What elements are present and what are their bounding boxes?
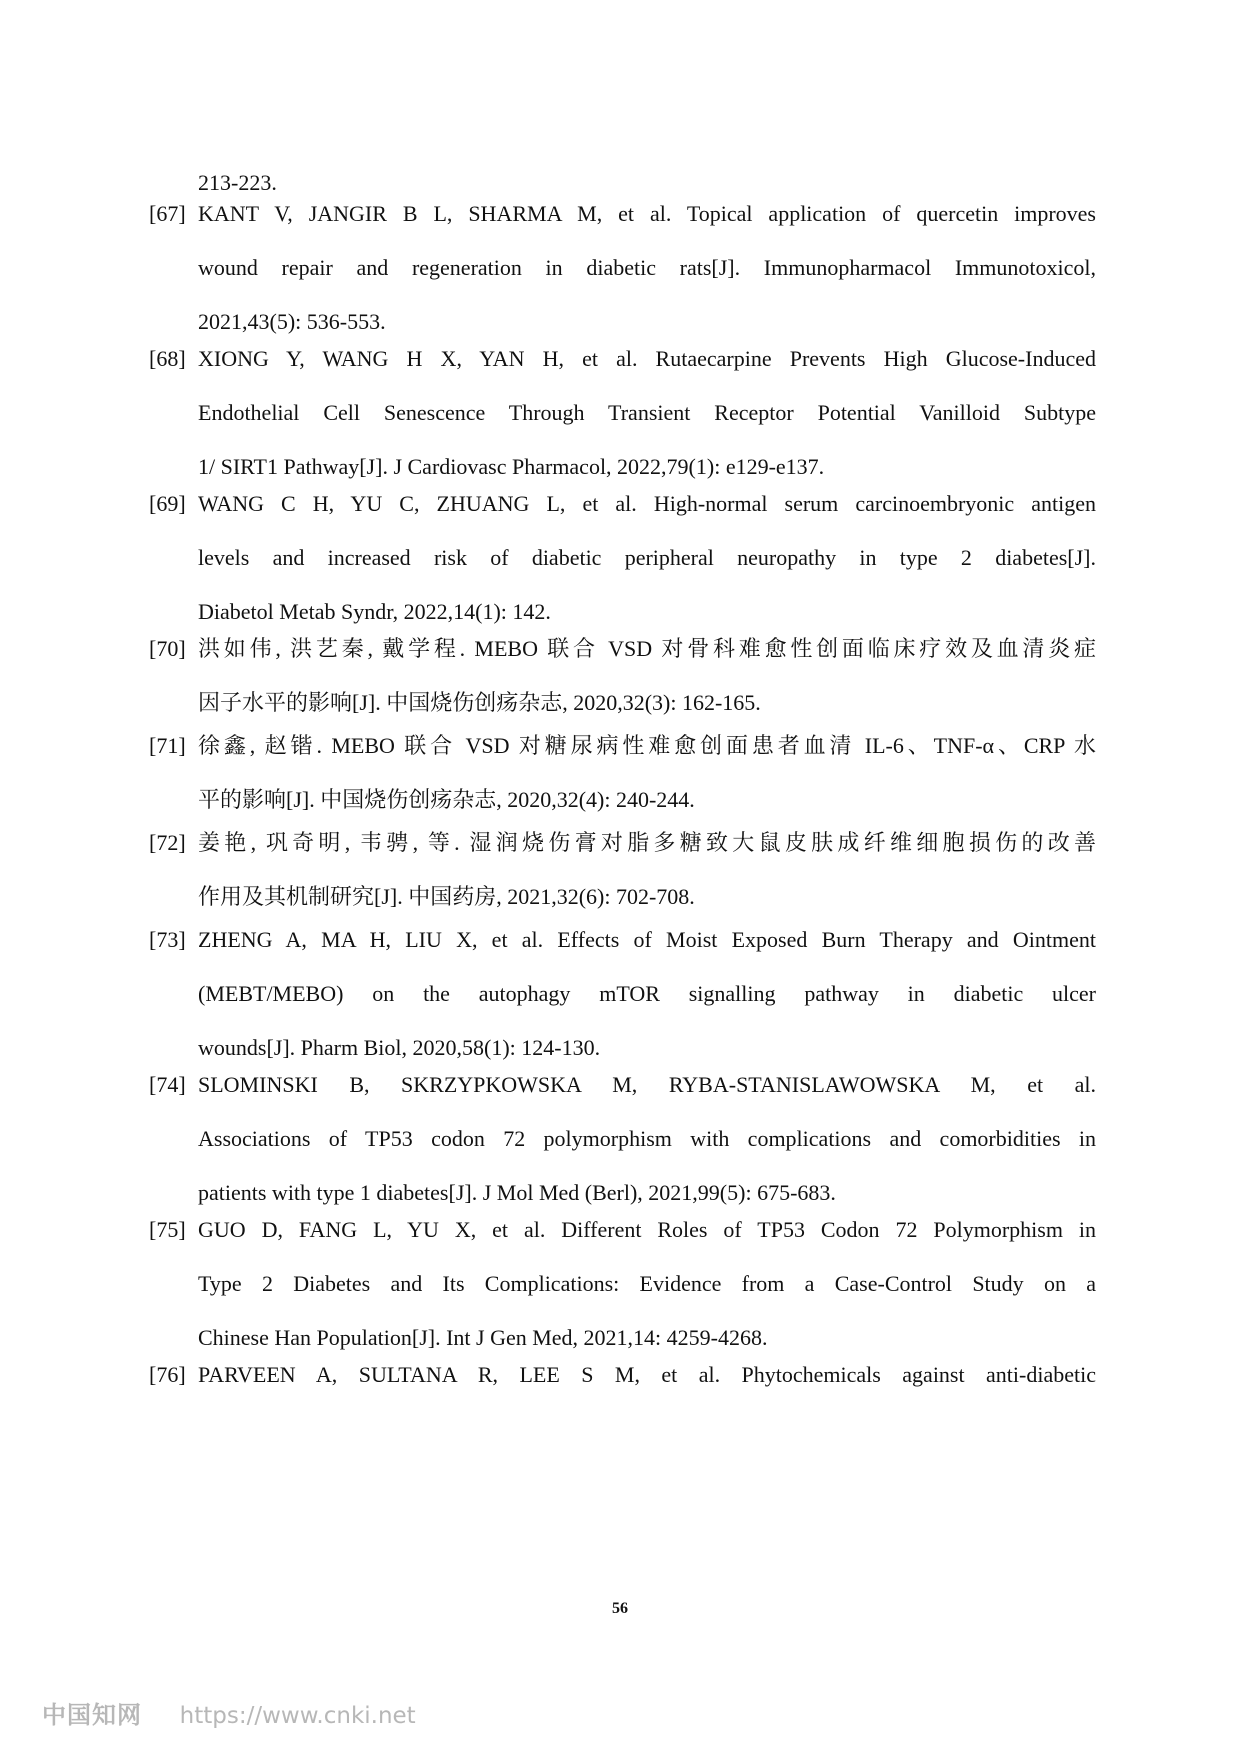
cnki-watermark — [42, 1695, 416, 1730]
reference-number: [73] — [149, 927, 186, 952]
cnki-url-link[interactable]: https://www.cnki.net — [179, 1703, 416, 1729]
reference-line: Chinese Han Population[J]. Int J Gen Med, 2021,14: 4259-4268. — [198, 1325, 768, 1350]
reference-text — [198, 489, 1096, 651]
reference-line: Associations of TP53 codon 72 polymorphism with complications and comorbidities in — [198, 1126, 1096, 1151]
reference-line: XIONG Y, WANG H X, YAN H, et al. Rutaecarpine Prevents High Glucose-Induced — [198, 346, 1096, 371]
reference-line: 作用及其机制研究[J]. 中国药房, 2021,32(6): 702-708. — [198, 884, 695, 909]
reference-text — [198, 925, 1096, 1087]
reference-text — [198, 1360, 1096, 1414]
reference-line: PARVEEN A, SULTANA R, LEE S M, et al. Phytochemicals against anti-diabetic — [198, 1362, 1096, 1387]
reference-text — [198, 199, 1096, 361]
reference-continuation: 213-223. — [198, 170, 277, 195]
reference-number: [69] — [149, 491, 186, 516]
reference-line: 徐鑫, 赵锴. MEBO 联合 VSD 对糖尿病性难愈创面患者血清 IL-6、TNF-α、CRP 水 — [198, 733, 1096, 758]
reference-line: 平的影响[J]. 中国烧伤创疡杂志, 2020,32(4): 240-244. — [198, 787, 695, 812]
reference-line: (MEBT/MEBO) on the autophagy mTOR signalling pathway in diabetic ulcer — [198, 981, 1096, 1006]
reference-number: [71] — [149, 733, 186, 758]
reference-line: WANG C H, YU C, ZHUANG L, et al. High-normal serum carcinoembryonic antigen — [198, 491, 1096, 516]
reference-line: levels and increased risk of diabetic peripheral neuropathy in type 2 diabetes[J]. — [198, 545, 1096, 570]
reference-line: ZHENG A, MA H, LIU X, et al. Effects of Moist Exposed Burn Therapy and Ointment — [198, 927, 1096, 952]
reference-number: [68] — [149, 346, 186, 371]
reference-line: KANT V, JANGIR B L, SHARMA M, et al. Topical application of quercetin improves — [198, 201, 1096, 226]
reference-line: Type 2 Diabetes and Its Complications: Evidence from a Case-Control Study on a — [198, 1271, 1096, 1296]
reference-line: 1/ SIRT1 Pathway[J]. J Cardiovasc Pharmacol, 2022,79(1): e129-e137. — [198, 454, 825, 479]
reference-number: [67] — [149, 201, 186, 226]
reference-number: [75] — [149, 1217, 186, 1242]
reference-line: 洪如伟, 洪艺秦, 戴学程. MEBO 联合 VSD 对骨科难愈性创面临床疗效及血清炎症 — [198, 636, 1096, 661]
reference-number: [72] — [149, 830, 186, 855]
reference-text — [198, 1215, 1096, 1377]
cnki-logo-text: 中国知网 — [42, 1701, 142, 1729]
reference-line: 姜艳, 巩奇明, 韦骋, 等. 湿润烧伤膏对脂多糖致大鼠皮肤成纤维细胞损伤的改善 — [198, 830, 1096, 855]
reference-line: patients with type 1 diabetes[J]. J Mol Med (Berl), 2021,99(5): 675-683. — [198, 1180, 836, 1205]
reference-number: [74] — [149, 1072, 186, 1097]
reference-line: wound repair and regeneration in diabetic rats[J]. Immunopharmacol Immunotoxicol, — [198, 255, 1096, 280]
reference-line: wounds[J]. Pharm Biol, 2020,58(1): 124-130. — [198, 1035, 601, 1060]
reference-line: 2021,43(5): 536-553. — [198, 309, 386, 334]
reference-text — [198, 1070, 1096, 1232]
reference-number: [76] — [149, 1362, 186, 1387]
reference-line: Diabetol Metab Syndr, 2022,14(1): 142. — [198, 599, 551, 624]
reference-number: [70] — [149, 636, 186, 661]
reference-text — [198, 731, 1096, 839]
reference-text — [198, 634, 1096, 742]
page-number: 56 — [612, 1600, 628, 1617]
reference-line: 因子水平的影响[J]. 中国烧伤创疡杂志, 2020,32(3): 162-165. — [198, 690, 761, 715]
reference-text — [198, 828, 1096, 936]
reference-line: SLOMINSKI B, SKRZYPKOWSKA M, RYBA-STANISLAWOWSKA M, et al. — [198, 1072, 1096, 1097]
reference-line: GUO D, FANG L, YU X, et al. Different Roles of TP53 Codon 72 Polymorphism in — [198, 1217, 1096, 1242]
reference-text — [198, 344, 1096, 506]
reference-line: Endothelial Cell Senescence Through Transient Receptor Potential Vanilloid Subtype — [198, 400, 1096, 425]
